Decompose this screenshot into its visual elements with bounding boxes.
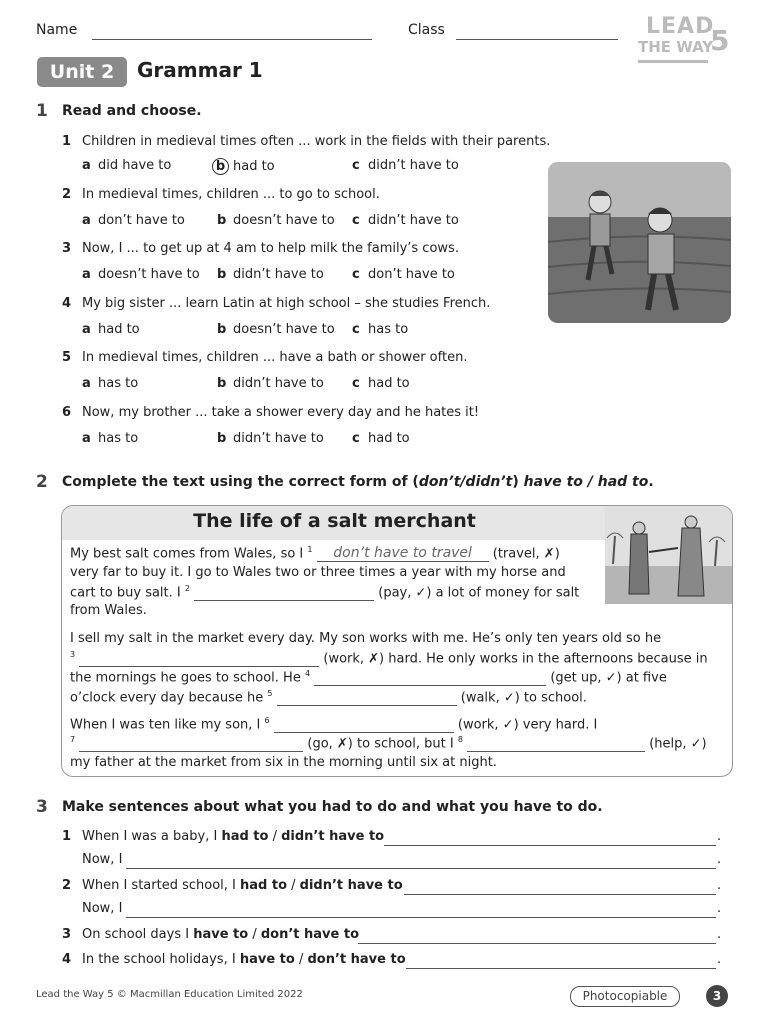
text-line-10: $^7$ (go, ✗) to school, but I $^8$ (help, ✓) xyxy=(70,735,707,752)
question-text: My big sister ... learn Latin at high school – she studies French. xyxy=(82,296,491,311)
class-label: Class xyxy=(408,22,445,38)
salt-merchants-illustration xyxy=(605,506,732,604)
example-answer: don’t have to travel xyxy=(317,545,489,562)
exercise-1-number: 1 xyxy=(36,101,48,121)
option-b-circled[interactable]: b had to xyxy=(212,158,275,175)
exercise-2-number: 2 xyxy=(36,472,48,492)
option-c[interactable]: c had to xyxy=(352,376,410,391)
question-text: In medieval times, children ... to go to school. xyxy=(82,187,380,202)
class-field[interactable] xyxy=(456,39,618,40)
prompt-text: When I was a baby, I had to / didn’t have to xyxy=(82,829,385,844)
prompt-text: On school days I have to / don’t have to xyxy=(82,927,360,942)
option-c[interactable]: c don’t have to xyxy=(352,267,455,282)
answer-line[interactable] xyxy=(358,943,716,944)
answer-blank-6[interactable] xyxy=(274,717,454,733)
answer-blank-5[interactable] xyxy=(277,690,457,706)
lead-the-way-logo: LEAD THE WAY 5 xyxy=(638,14,738,70)
option-a[interactable]: a did have to xyxy=(82,158,172,173)
option-a[interactable]: a had to xyxy=(82,322,140,337)
exercise-2-title: Complete the text using the correct form of (don’t/didn’t) have to / had to. xyxy=(62,474,654,490)
text-line-1: My best salt comes from Wales, so I $^1$ don’t have to travel (travel, ✗) xyxy=(70,545,560,562)
option-c[interactable]: c didn’t have to xyxy=(352,158,459,173)
answer-line[interactable] xyxy=(406,968,716,969)
now-label: Now, I xyxy=(82,852,123,867)
prompt-text: When I started school, I had to / didn’t have to xyxy=(82,878,403,893)
text-line-8: o’clock every day because he $^5$ (walk, ✓) to school. xyxy=(70,689,587,706)
option-b[interactable]: b didn’t have to xyxy=(217,431,324,446)
answer-blank-2[interactable] xyxy=(194,585,374,601)
now-label: Now, I xyxy=(82,901,123,916)
prompt-text: In the school holidays, I have to / don’t have to xyxy=(82,952,406,967)
text-line-3: cart to buy salt. I $^2$ (pay, ✓) a lot of money for salt xyxy=(70,584,580,601)
option-c[interactable]: c has to xyxy=(352,322,409,337)
option-b[interactable]: b doesn’t have to xyxy=(217,322,335,337)
answer-line[interactable] xyxy=(126,917,716,918)
name-label: Name xyxy=(36,22,78,38)
name-field[interactable] xyxy=(92,39,372,40)
copyright: Lead the Way 5 © Macmillan Education Limited 2022 xyxy=(36,989,303,1000)
option-b[interactable]: b doesn’t have to xyxy=(217,213,335,228)
option-a[interactable]: a has to xyxy=(82,431,139,446)
text-line-2: very far to buy it. I go to Wales two or three times a year with my horse and xyxy=(70,565,566,580)
text-line-9: When I was ten like my son, I $^6$ (work, ✓) very hard. I xyxy=(70,716,598,733)
question-text: Now, my brother ... take a shower every day and he hates it! xyxy=(82,405,480,420)
option-c[interactable]: c didn’t have to xyxy=(352,213,459,228)
exercise-3-number: 3 xyxy=(36,797,48,817)
answer-line[interactable] xyxy=(404,894,716,895)
option-c[interactable]: c had to xyxy=(352,431,410,446)
option-b[interactable]: b didn’t have to xyxy=(217,376,324,391)
unit-badge: Unit 2 xyxy=(37,57,127,87)
option-b[interactable]: b didn’t have to xyxy=(217,267,324,282)
text-line-7: the mornings he goes to school. He $^4$ (get up, ✓) at five xyxy=(70,669,667,686)
text-line-5: I sell my salt in the market every day. My son works with me. He’s only ten years old so he xyxy=(70,631,662,646)
answer-line[interactable] xyxy=(384,845,716,846)
answer-blank-7[interactable] xyxy=(79,736,303,752)
text-line-4: from Wales. xyxy=(70,603,147,618)
page-number: 3 xyxy=(706,985,728,1007)
question-text: Now, I ... to get up at 4 am to help milk the family’s cows. xyxy=(82,241,459,256)
medieval-children-illustration xyxy=(548,162,731,323)
text-line-6: $^3$ (work, ✗) hard. He only works in the afternoons because in xyxy=(70,650,708,667)
question-text: In medieval times, children ... have a bath or shower often. xyxy=(82,350,468,365)
answer-blank-3[interactable] xyxy=(79,651,319,667)
text-line-11: my father at the market from six in the morning until six at night. xyxy=(70,755,497,770)
answer-blank-4[interactable] xyxy=(314,670,546,686)
option-a[interactable]: a has to xyxy=(82,376,139,391)
photocopiable-badge: Photocopiable xyxy=(570,986,680,1007)
text-box-title: The life of a salt merchant xyxy=(193,510,476,532)
exercise-1-title: Read and choose. xyxy=(62,103,202,119)
option-a[interactable]: a don’t have to xyxy=(82,213,185,228)
answer-line[interactable] xyxy=(126,868,716,869)
question-text: Children in medieval times often ... work in the fields with their parents. xyxy=(82,134,551,149)
option-a[interactable]: a doesn’t have to xyxy=(82,267,200,282)
answer-blank-8[interactable] xyxy=(467,736,645,752)
exercise-3-title: Make sentences about what you had to do and what you have to do. xyxy=(62,799,603,815)
page-title: Grammar 1 xyxy=(137,58,263,82)
